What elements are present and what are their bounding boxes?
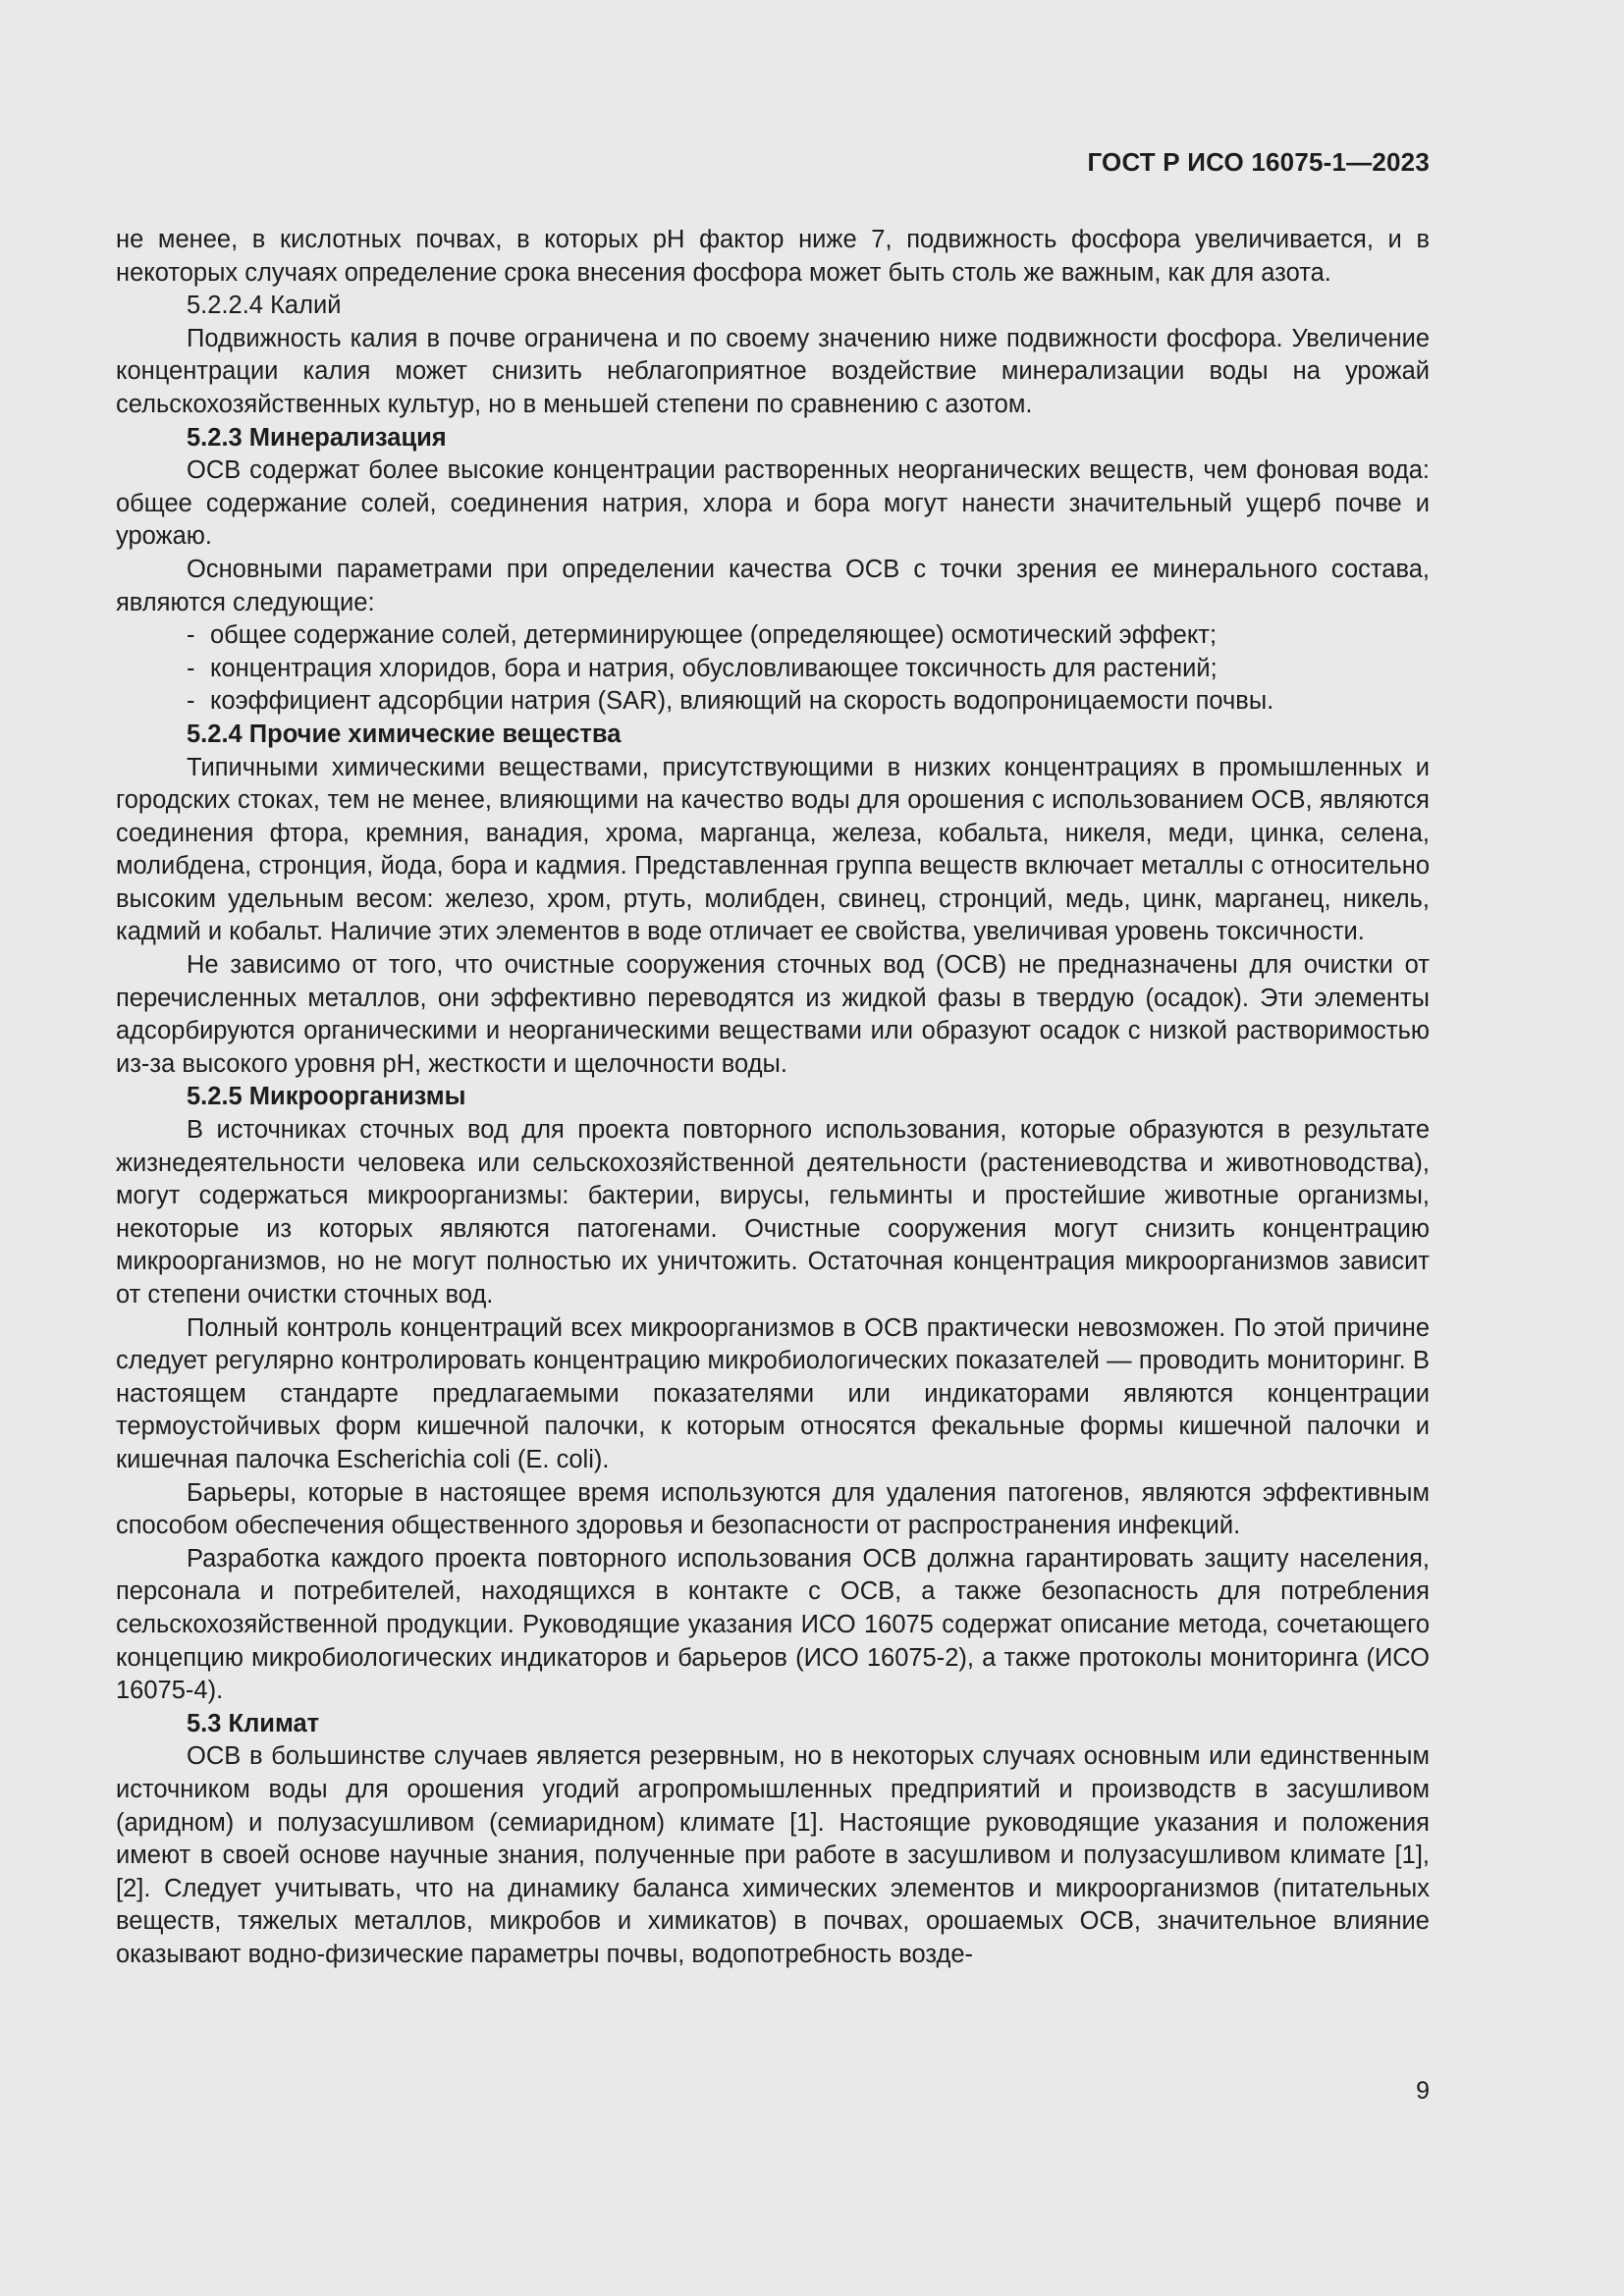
- section-heading-mineralization: 5.2.3 Минерализация: [187, 423, 447, 452]
- mineralization-parameters-list: [116, 619, 1430, 719]
- paragraph-chemicals-1: Типичными химическими веществами, присутствующими в низких концентрациях в промышленных и городских стоках, тем не менее, влияющими на качество воды для орошения с использованием ОСВ, являются соединения фтора, кремния, ванадия, хрома, марганца, железа, кобальта, никеля, меди, цинка, селена, молибдена, стронция, йода, бора и кадмия. Представленная группа веществ включает металлы с относительно высоким удельным весом: железо, хром, ртуть, молибден, свинец, стронций, медь, цинк, марганец, никель, кадмий и кобальт. Наличие этих элементов в воде отличает ее свойства, увеличивая уровень токсичности.: [116, 753, 1430, 946]
- page-number: 9: [1416, 2077, 1430, 2105]
- subsection-heading-kaliy: 5.2.2.4 Калий: [187, 292, 342, 320]
- paragraph-chemicals-2: Не зависимо от того, что очистные сооружения сточных вод (ОСВ) не предназначены для очистки от перечисленных металлов, они эффективно переводятся из жидкой фазы в твердую (осадок). Эти элементы адсорбируются органическими и неорганическими веществами или образуют осадок с низкой растворимостью из-за высокого уровня pH, жесткости и щелочности воды.: [116, 951, 1430, 1078]
- section-heading-other-chemicals: 5.2.4 Прочие химические вещества: [187, 720, 622, 748]
- list-item: - коэффициент адсорбции натрия (SAR), влияющий на скорость водопроницаемости почвы.: [187, 685, 1430, 719]
- paragraph-microorganisms-2: Полный контроль концентраций всех микроорганизмов в ОСВ практически невозможен. По этой причине следует регулярно контролировать концентрацию микробиологических показателей — проводить мониторинг. В настоящем стандарте предлагаемыми показателями или индикаторами являются концентрации термоустойчивых форм кишечной палочки, к которым относятся фекальные формы кишечной палочки и кишечная палочка Escherichia coli (E. coli).: [116, 1313, 1430, 1473]
- paragraph-microorganisms-1: В источниках сточных вод для проекта повторного использования, которые образуются в результате жизнедеятельности человека или сельскохозяйственной деятельности (растениеводства и животноводства), могут содержаться микроорганизмы: бактерии, вирусы, гельминты и простейшие животные организмы, некоторые из которых являются патогенами. Очистные сооружения могут снизить концентрацию микроорганизмов, но не могут полностью их уничтожить. Остаточная концентрация микроорганизмов зависит от степени очистки сточных вод.: [116, 1116, 1430, 1308]
- paragraph-microorganisms-4: Разработка каждого проекта повторного использования ОСВ должна гарантировать защиту населения, персонала и потребителей, находящихся в контакте с ОСВ, а также безопасность для потребления сельскохозяйственной продукции. Руководящие указания ИСО 16075 содержат описание метода, сочетающего концепцию микробиологических индикаторов и барьеров (ИСО 16075-2), а также протоколы мониторинга (ИСО 16075-4).: [116, 1544, 1430, 1705]
- document-header: ГОСТ Р ИСО 16075-1—2023: [1087, 147, 1430, 177]
- list-item: - концентрация хлоридов, бора и натрия, обусловливающее токсичность для растений;: [187, 653, 1430, 686]
- document-body: [116, 224, 1430, 1971]
- paragraph-kaliy: Подвижность калия в почве ограничена и по своему значению ниже подвижности фосфора. Увеличение концентрации калия может снизить неблагоприятное воздействие минерализации воды на урожай сельскохозяйственных культур, но в меньшей степени по сравнению с азотом.: [116, 324, 1430, 418]
- paragraph-microorganisms-3: Барьеры, которые в настоящее время используются для удаления патогенов, являются эффективным способом обеспечения общественного здоровья и безопасности от распространения инфекций.: [116, 1478, 1430, 1540]
- section-heading-microorganisms: 5.2.5 Микроорганизмы: [187, 1083, 466, 1111]
- list-item: - общее содержание солей, детерминирующее (определяющее) осмотический эффект;: [187, 619, 1430, 653]
- section-heading-climate: 5.3 Климат: [187, 1709, 320, 1737]
- paragraph-mineralization-2: Основными параметрами при определении качества ОСВ с точки зрения ее минерального состава, являются следующие:: [116, 555, 1430, 616]
- paragraph-continuation: не менее, в кислотных почвах, в которых pH фактор ниже 7, подвижность фосфора увеличивается, и в некоторых случаях определение срока внесения фосфора может быть столь же важным, как для азота.: [116, 226, 1430, 287]
- paragraph-climate: ОСВ в большинстве случаев является резервным, но в некоторых случаях основным или единственным источником воды для орошения угодий агропромышленных предприятий и производств в засушливом (аридном) и полузасушливом (семиаридном) климате [1]. Настоящие руководящие указания и положения имеют в своей основе научные знания, полученные при работе в засушливом и полузасушливом климате [1], [2]. Следует учитывать, что на динамику баланса химических элементов и микроорганизмов (питательных веществ, тяжелых металлов, микробов и химикатов) в почвах, орошаемых ОСВ, значительное влияние оказывают водно-физические параметры почвы, водопотребность возде-: [116, 1742, 1430, 1968]
- paragraph-mineralization-1: ОСВ содержат более высокие концентрации растворенных неорганических веществ, чем фоновая вода: общее содержание солей, соединения натрия, хлора и бора могут нанести значительный ущерб почве и урожаю.: [116, 456, 1430, 551]
